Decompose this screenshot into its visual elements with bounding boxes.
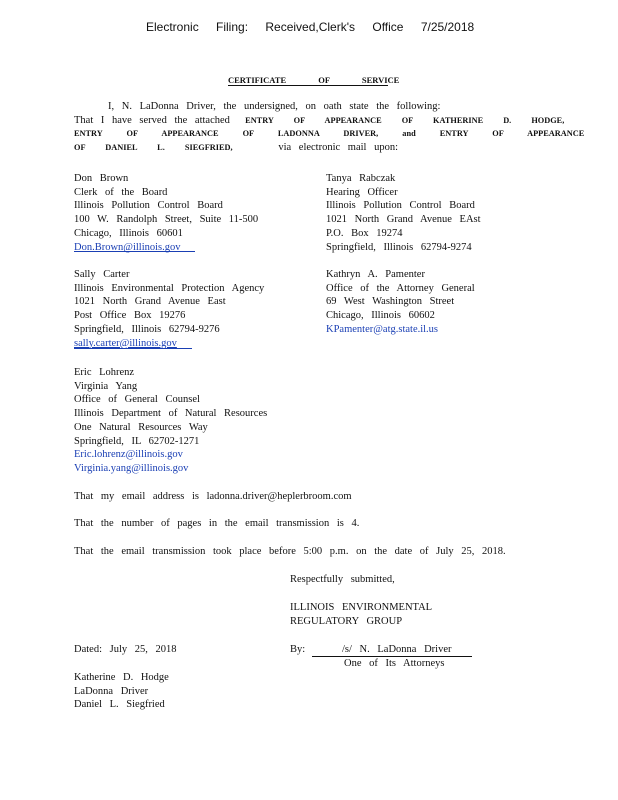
recipient-city: Springfield, Illinois 62794-9274 bbox=[326, 241, 472, 253]
recipient-eric-lohrenz-virginia-yang bbox=[74, 366, 267, 476]
dated-line: Dated: July 25, 2018 bbox=[74, 644, 177, 655]
recipient-city: Chicago, Illinois 60601 bbox=[74, 227, 183, 239]
recipient-name: Tanya Rabczak bbox=[326, 173, 396, 184]
intro-line-4: OF DANIEL L. SIEGFRIED, via electronic mail upon: bbox=[74, 141, 398, 153]
recipient-name: Kathryn A. Pamenter bbox=[326, 269, 425, 280]
recipient-sally-carter bbox=[74, 268, 264, 350]
recipient-org: Office of the Attorney General bbox=[326, 282, 475, 294]
recipient-email-link[interactable]: Virginia.yang@illinois.gov bbox=[74, 462, 189, 474]
recipient-city: Chicago, Illinois 60602 bbox=[326, 310, 435, 322]
by-label: By: bbox=[290, 644, 306, 655]
recipient-title: Hearing Officer bbox=[326, 186, 398, 198]
recipient-po-box: Post Office Box 19276 bbox=[74, 310, 186, 322]
recipient-org: Illinois Environmental Protection Agency bbox=[74, 282, 265, 294]
recipient-street: One Natural Resources Way bbox=[74, 421, 208, 433]
organization-name-line-2: REGULATORY GROUP bbox=[290, 616, 403, 627]
statement-transmission-time: That the email transmission took place before 5:00 p.m. on the date of July 25, 2018. bbox=[74, 546, 506, 557]
intro-line-3: ENTRY OF APPEARANCE OF LADONNA DRIVER, and ENTRY OF APPEARANCE bbox=[74, 129, 585, 139]
recipient-street: 69 West Washington Street bbox=[326, 296, 455, 308]
recipient-city: Springfield, IL 62702-1271 bbox=[74, 435, 200, 447]
email-underline bbox=[74, 348, 192, 349]
attorney-name: Katherine D. Hodge bbox=[74, 672, 169, 683]
intro-line-2: That I have served the attached ENTRY OF APPEARANCE OF KATHERINE D. HODGE, bbox=[74, 114, 565, 126]
statement-email-address: That my email address is ladonna.driver@heplerbroom.com bbox=[74, 491, 352, 502]
recipient-name: Don Brown bbox=[74, 173, 129, 184]
recipient-city: Springfield, Illinois 62794-9276 bbox=[74, 323, 220, 335]
recipient-title: Office of General Counsel bbox=[74, 394, 200, 406]
recipient-don-brown bbox=[74, 172, 258, 254]
intro-line-1: I, N. LaDonna Driver, the undersigned, on oath state the following: bbox=[108, 101, 441, 112]
recipient-street: 100 W. Randolph Street, Suite 11-500 bbox=[74, 214, 259, 226]
recipient-email-link[interactable]: KPamenter@atg.state.il.us bbox=[326, 323, 439, 335]
recipient-tanya-rabczak bbox=[326, 172, 481, 254]
recipient-po-box: P.O. Box 19274 bbox=[326, 227, 403, 239]
statement-page-count: That the number of pages in the email transmission is 4. bbox=[74, 518, 360, 529]
filing-stamp-header: Electronic Filing: Received,Clerk's Office 7/25/2018 bbox=[146, 20, 475, 34]
recipient-org: Illinois Pollution Control Board bbox=[74, 200, 223, 212]
recipient-org: Illinois Pollution Control Board bbox=[326, 200, 475, 212]
electronic-signature: /s/ N. LaDonna Driver bbox=[342, 644, 452, 655]
attorney-name: Daniel L. Siegfried bbox=[74, 699, 165, 711]
organization-name-line-1: ILLINOIS ENVIRONMENTAL bbox=[290, 602, 433, 613]
recipient-name: Virginia Yang bbox=[74, 380, 138, 392]
recipient-street: 1021 North Grand Avenue EAst bbox=[326, 214, 481, 226]
recipient-org: Illinois Department of Natural Resources bbox=[74, 408, 268, 420]
attorney-name: LaDonna Driver bbox=[74, 685, 149, 697]
recipient-email-link[interactable]: sally.carter@illinois.gov bbox=[74, 337, 177, 349]
recipient-name: Sally Carter bbox=[74, 269, 130, 280]
document-title: CERTIFICATE OF SERVICE bbox=[228, 75, 400, 85]
recipient-email-link[interactable]: Eric.lohrenz@illinois.gov bbox=[74, 449, 183, 461]
respectfully-submitted: Respectfully submitted, bbox=[290, 574, 395, 585]
intro-paragraph bbox=[74, 100, 585, 154]
recipient-name: Eric Lohrenz bbox=[74, 367, 135, 378]
footer-attorney-names bbox=[74, 671, 169, 712]
title-underline bbox=[228, 85, 388, 86]
recipient-kathryn-pamenter bbox=[326, 268, 475, 337]
recipient-email-link[interactable]: Don.Brown@illinois.gov bbox=[74, 241, 181, 253]
recipient-street: 1021 North Grand Avenue East bbox=[74, 296, 226, 308]
email-underline bbox=[74, 251, 195, 252]
recipient-title: Clerk of the Board bbox=[74, 186, 168, 198]
attorneys-label: One of Its Attorneys bbox=[344, 658, 445, 669]
